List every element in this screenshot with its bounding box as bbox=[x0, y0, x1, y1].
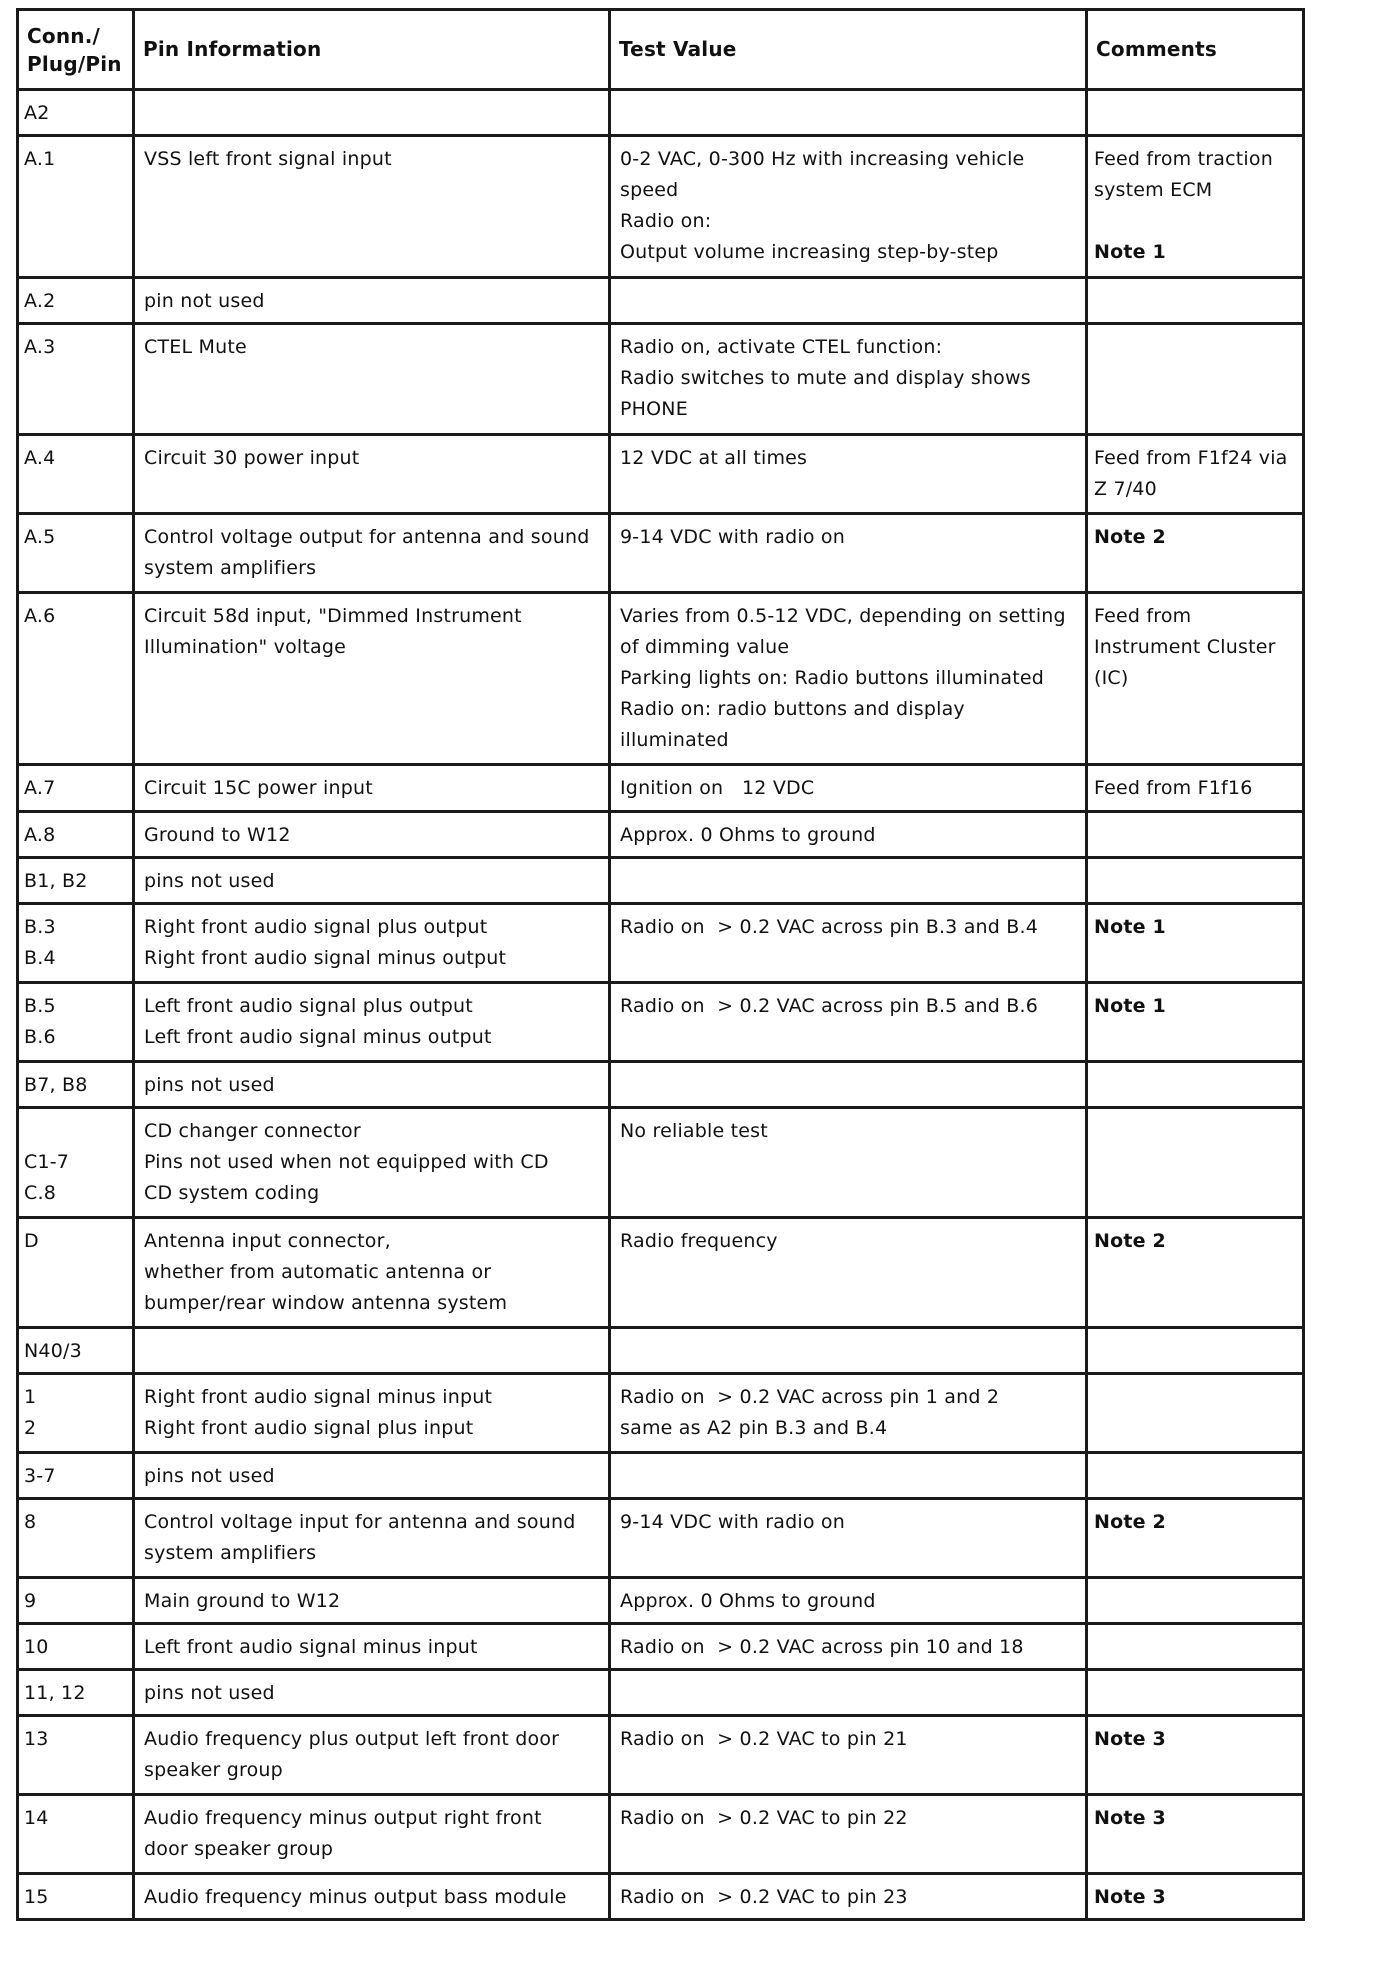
pin-cell-line: A.8 bbox=[24, 824, 56, 846]
test-value-cell-line: Parking lights on: Radio buttons illuminated bbox=[620, 667, 1045, 689]
pin-info-cell bbox=[134, 904, 610, 983]
pin-cell-line: 1 bbox=[24, 1386, 37, 1408]
pin-info-cell bbox=[134, 983, 610, 1062]
pin-cell bbox=[18, 858, 134, 904]
pin-info-cell-line: Left front audio signal minus input bbox=[144, 1636, 478, 1658]
pin-cell bbox=[18, 1716, 134, 1795]
table-row bbox=[18, 765, 1304, 812]
test-value-cell bbox=[610, 1499, 1087, 1578]
header-comments: Comments bbox=[1087, 10, 1304, 90]
table-row bbox=[18, 1624, 1304, 1670]
header-conn-line: Conn./ bbox=[27, 23, 100, 48]
table-row bbox=[18, 1108, 1304, 1218]
test-value-cell-line: 9-14 VDC with radio on bbox=[620, 1511, 845, 1533]
comment-cell-line: (IC) bbox=[1094, 667, 1129, 689]
test-value-cell bbox=[610, 1795, 1087, 1874]
pin-cell-line: A.5 bbox=[24, 526, 56, 548]
table-row bbox=[18, 1670, 1304, 1716]
comment-cell bbox=[1087, 1062, 1304, 1108]
pin-info-cell-line: CTEL Mute bbox=[144, 336, 247, 358]
comment-cell bbox=[1087, 1874, 1304, 1920]
table-row bbox=[18, 1218, 1304, 1328]
comment-cell-line: Note 3 bbox=[1094, 1728, 1166, 1750]
test-value-cell bbox=[610, 1218, 1087, 1328]
pin-info-cell-line: Right front audio signal plus output bbox=[144, 916, 488, 938]
pin-cell bbox=[18, 1578, 134, 1624]
pin-cell bbox=[18, 1453, 134, 1499]
pin-cell bbox=[18, 514, 134, 593]
pin-cell-line: A.1 bbox=[24, 148, 56, 170]
test-value-cell bbox=[610, 1624, 1087, 1670]
pin-info-cell bbox=[134, 812, 610, 858]
table-row bbox=[18, 812, 1304, 858]
header-test-value: Test Value bbox=[610, 10, 1087, 90]
pin-cell-line: 15 bbox=[24, 1886, 49, 1908]
comment-cell bbox=[1087, 136, 1304, 278]
test-value-cell bbox=[610, 1108, 1087, 1218]
table-row bbox=[18, 514, 1304, 593]
test-value-cell-line: Output volume increasing step-by-step bbox=[620, 241, 999, 263]
comment-cell-line: Instrument Cluster bbox=[1094, 636, 1276, 658]
pin-cell-line: A.6 bbox=[24, 605, 56, 627]
pin-cell bbox=[18, 1795, 134, 1874]
pin-info-cell-line: Control voltage input for antenna and sound bbox=[144, 1511, 576, 1533]
comment-cell-line: Note 2 bbox=[1094, 1230, 1166, 1252]
comment-cell bbox=[1087, 1795, 1304, 1874]
comment-cell-line: Note 1 bbox=[1094, 995, 1166, 1017]
comment-cell bbox=[1087, 1453, 1304, 1499]
comment-cell-line: system ECM bbox=[1094, 179, 1213, 201]
pin-cell-line: N40/3 bbox=[24, 1340, 82, 1362]
pin-cell bbox=[18, 324, 134, 435]
pin-info-cell bbox=[134, 1108, 610, 1218]
table-row bbox=[18, 278, 1304, 324]
pin-info-cell-line: Ground to W12 bbox=[144, 824, 291, 846]
test-value-cell bbox=[610, 1716, 1087, 1795]
pin-cell-line: A.3 bbox=[24, 336, 56, 358]
pin-cell bbox=[18, 278, 134, 324]
test-value-cell-line: Radio on > 0.2 VAC to pin 22 bbox=[620, 1807, 908, 1829]
header-conn-line: Plug/Pin bbox=[27, 51, 122, 76]
pin-cell-line: B.3 bbox=[24, 916, 56, 938]
table-row bbox=[18, 983, 1304, 1062]
pin-info-cell bbox=[134, 593, 610, 765]
table-row bbox=[18, 1499, 1304, 1578]
table-row bbox=[18, 858, 1304, 904]
test-value-cell bbox=[610, 514, 1087, 593]
pin-cell-line: B7, B8 bbox=[24, 1074, 88, 1096]
pin-cell-line: 14 bbox=[24, 1807, 49, 1829]
header-pin-information: Pin Information bbox=[134, 10, 610, 90]
pin-cell bbox=[18, 1328, 134, 1374]
pin-info-cell-line: speaker group bbox=[144, 1759, 283, 1781]
table-row bbox=[18, 1062, 1304, 1108]
pin-info-cell-line: pins not used bbox=[144, 1465, 275, 1487]
test-value-cell-line: Radio on > 0.2 VAC across pin 10 and 18 bbox=[620, 1636, 1024, 1658]
test-value-cell-line: No reliable test bbox=[620, 1120, 768, 1142]
table-row bbox=[18, 1453, 1304, 1499]
pin-test-table-page bbox=[16, 8, 1302, 1921]
test-value-cell bbox=[610, 1328, 1087, 1374]
test-value-cell bbox=[610, 1578, 1087, 1624]
test-value-cell-line: 9-14 VDC with radio on bbox=[620, 526, 845, 548]
comment-cell bbox=[1087, 1328, 1304, 1374]
test-value-cell-line: Radio switches to mute and display shows bbox=[620, 367, 1031, 389]
comment-cell bbox=[1087, 1716, 1304, 1795]
test-value-cell-line: Radio frequency bbox=[620, 1230, 778, 1252]
table-row bbox=[18, 1578, 1304, 1624]
pin-info-cell bbox=[134, 324, 610, 435]
pin-cell-line: 10 bbox=[24, 1636, 49, 1658]
pin-info-cell-line: bumper/rear window antenna system bbox=[144, 1292, 508, 1314]
test-value-cell-line: illuminated bbox=[620, 729, 729, 751]
pin-cell-line: A2 bbox=[24, 102, 50, 124]
pin-info-cell-line: Main ground to W12 bbox=[144, 1590, 341, 1612]
pin-info-cell bbox=[134, 278, 610, 324]
pin-info-cell bbox=[134, 1578, 610, 1624]
pin-cell-line: 9 bbox=[24, 1590, 37, 1612]
test-value-cell-line: Radio on: radio buttons and display bbox=[620, 698, 965, 720]
comment-cell bbox=[1087, 278, 1304, 324]
comment-cell bbox=[1087, 324, 1304, 435]
test-value-cell bbox=[610, 136, 1087, 278]
table-row bbox=[18, 1374, 1304, 1453]
pin-info-cell-line: Control voltage output for antenna and sound bbox=[144, 526, 590, 548]
comment-cell-line: Note 1 bbox=[1094, 916, 1166, 938]
test-value-cell bbox=[610, 278, 1087, 324]
header-conn-label bbox=[27, 22, 124, 78]
comment-cell-line: Feed from F1f16 bbox=[1094, 777, 1253, 799]
pin-cell bbox=[18, 136, 134, 278]
table-row bbox=[18, 1874, 1304, 1920]
pin-cell bbox=[18, 904, 134, 983]
comment-cell bbox=[1087, 904, 1304, 983]
test-value-cell-line: Radio on > 0.2 VAC to pin 23 bbox=[620, 1886, 908, 1908]
pin-cell-line: B.4 bbox=[24, 947, 56, 969]
pin-info-cell bbox=[134, 1716, 610, 1795]
pin-info-cell-line: Circuit 58d input, "Dimmed Instrument bbox=[144, 605, 522, 627]
pin-info-cell-line: Pins not used when not equipped with CD bbox=[144, 1151, 549, 1173]
comment-cell-line: Feed from bbox=[1094, 605, 1192, 627]
test-value-cell bbox=[610, 812, 1087, 858]
comment-cell-line bbox=[1094, 206, 1300, 237]
test-value-cell bbox=[610, 324, 1087, 435]
pin-info-cell bbox=[134, 435, 610, 514]
pin-cell bbox=[18, 1670, 134, 1716]
comment-cell bbox=[1087, 858, 1304, 904]
table-row bbox=[18, 324, 1304, 435]
pin-info-cell-line: Left front audio signal minus output bbox=[144, 1026, 492, 1048]
test-value-cell bbox=[610, 1374, 1087, 1453]
pin-info-cell bbox=[134, 858, 610, 904]
pin-info-cell-line: pins not used bbox=[144, 1682, 275, 1704]
pin-cell-line: A.4 bbox=[24, 447, 56, 469]
comment-cell bbox=[1087, 90, 1304, 136]
test-value-cell bbox=[610, 858, 1087, 904]
pin-info-cell-line: Illumination" voltage bbox=[144, 636, 347, 658]
comment-cell bbox=[1087, 1670, 1304, 1716]
comment-cell bbox=[1087, 765, 1304, 812]
test-value-cell-line: Radio on, activate CTEL function: bbox=[620, 336, 943, 358]
pin-info-cell bbox=[134, 1624, 610, 1670]
pin-info-cell-line: Circuit 30 power input bbox=[144, 447, 360, 469]
test-value-cell-line: Approx. 0 Ohms to ground bbox=[620, 1590, 876, 1612]
test-value-cell bbox=[610, 90, 1087, 136]
test-value-cell bbox=[610, 1062, 1087, 1108]
pin-info-cell-line: system amplifiers bbox=[144, 557, 317, 579]
test-value-cell-line: speed bbox=[620, 179, 679, 201]
pin-cell-line: B.5 bbox=[24, 995, 56, 1017]
test-value-cell bbox=[610, 593, 1087, 765]
header-row bbox=[18, 10, 1304, 90]
pin-cell bbox=[18, 1108, 134, 1218]
comment-cell bbox=[1087, 1578, 1304, 1624]
table-row bbox=[18, 1795, 1304, 1874]
pin-cell-line: 8 bbox=[24, 1511, 37, 1533]
comment-cell-line: Z 7/40 bbox=[1094, 478, 1157, 500]
pin-info-cell-line: VSS left front signal input bbox=[144, 148, 392, 170]
pin-info-cell bbox=[134, 1062, 610, 1108]
pin-info-cell-line: Audio frequency minus output bass module bbox=[144, 1886, 567, 1908]
pin-cell-line: 2 bbox=[24, 1417, 37, 1439]
test-value-cell-line: same as A2 pin B.3 and B.4 bbox=[620, 1417, 888, 1439]
pin-info-cell bbox=[134, 1874, 610, 1920]
test-value-cell-line: PHONE bbox=[620, 398, 688, 420]
pin-info-cell-line: CD system coding bbox=[144, 1182, 320, 1204]
test-value-cell-line: Radio on: bbox=[620, 210, 712, 232]
test-value-cell bbox=[610, 1453, 1087, 1499]
pin-cell bbox=[18, 765, 134, 812]
pin-cell bbox=[18, 90, 134, 136]
comment-cell bbox=[1087, 1624, 1304, 1670]
table-row bbox=[18, 435, 1304, 514]
test-value-cell bbox=[610, 983, 1087, 1062]
comment-cell bbox=[1087, 435, 1304, 514]
test-value-cell-line: Ignition on 12 VDC bbox=[620, 777, 815, 799]
pin-cell-line: C.8 bbox=[24, 1182, 56, 1204]
comment-cell-line: Note 1 bbox=[1094, 241, 1166, 263]
pin-cell bbox=[18, 1499, 134, 1578]
pin-cell-line: 13 bbox=[24, 1728, 49, 1750]
pin-info-cell bbox=[134, 136, 610, 278]
comment-cell bbox=[1087, 1499, 1304, 1578]
pin-test-table bbox=[16, 8, 1305, 1921]
test-value-cell-line: of dimming value bbox=[620, 636, 790, 658]
pin-info-cell-line: Circuit 15C power input bbox=[144, 777, 373, 799]
comment-cell-line: Note 3 bbox=[1094, 1807, 1166, 1829]
pin-cell-line: D bbox=[24, 1230, 39, 1252]
test-value-cell-line: 12 VDC at all times bbox=[620, 447, 808, 469]
comment-cell-line: Feed from traction bbox=[1094, 148, 1273, 170]
pin-info-cell-line: Right front audio signal plus input bbox=[144, 1417, 474, 1439]
pin-cell-line: 11, 12 bbox=[24, 1682, 86, 1704]
pin-cell-line: A.7 bbox=[24, 777, 56, 799]
pin-cell bbox=[18, 593, 134, 765]
pin-cell bbox=[18, 435, 134, 514]
table-body bbox=[18, 90, 1304, 1920]
pin-info-cell bbox=[134, 765, 610, 812]
test-value-cell-line: Radio on > 0.2 VAC across pin B.3 and B.4 bbox=[620, 916, 1039, 938]
pin-info-cell-line: Right front audio signal minus input bbox=[144, 1386, 493, 1408]
pin-cell-line: A.2 bbox=[24, 290, 56, 312]
comment-cell bbox=[1087, 593, 1304, 765]
pin-info-cell bbox=[134, 1374, 610, 1453]
table-row bbox=[18, 1716, 1304, 1795]
pin-cell bbox=[18, 1062, 134, 1108]
test-value-cell bbox=[610, 904, 1087, 983]
comment-cell bbox=[1087, 983, 1304, 1062]
pin-cell-line: C1-7 bbox=[24, 1151, 70, 1173]
pin-cell-line: B.6 bbox=[24, 1026, 56, 1048]
header-conn-plug-pin bbox=[18, 10, 134, 90]
pin-info-cell-line: pins not used bbox=[144, 870, 275, 892]
comment-cell bbox=[1087, 1374, 1304, 1453]
table-row bbox=[18, 904, 1304, 983]
table-row bbox=[18, 136, 1304, 278]
pin-info-cell bbox=[134, 1670, 610, 1716]
pin-info-cell bbox=[134, 1795, 610, 1874]
pin-info-cell bbox=[134, 90, 610, 136]
comment-cell bbox=[1087, 1108, 1304, 1218]
pin-info-cell-line: Audio frequency plus output left front door bbox=[144, 1728, 560, 1750]
pin-info-cell-line: system amplifiers bbox=[144, 1542, 317, 1564]
pin-cell bbox=[18, 983, 134, 1062]
comment-cell-line: Note 2 bbox=[1094, 1511, 1166, 1533]
pin-info-cell-line: Left front audio signal plus output bbox=[144, 995, 473, 1017]
pin-info-cell-line: Right front audio signal minus output bbox=[144, 947, 507, 969]
pin-cell-line: 3-7 bbox=[24, 1465, 56, 1487]
pin-info-cell bbox=[134, 1499, 610, 1578]
pin-info-cell bbox=[134, 1218, 610, 1328]
pin-info-cell-line: CD changer connector bbox=[144, 1120, 361, 1142]
pin-info-cell-line: Antenna input connector, bbox=[144, 1230, 391, 1252]
test-value-cell-line: 0-2 VAC, 0-300 Hz with increasing vehicle bbox=[620, 148, 1025, 170]
pin-info-cell bbox=[134, 514, 610, 593]
test-value-cell-line: Approx. 0 Ohms to ground bbox=[620, 824, 876, 846]
pin-info-cell bbox=[134, 1328, 610, 1374]
pin-cell bbox=[18, 1374, 134, 1453]
test-value-cell bbox=[610, 435, 1087, 514]
pin-info-cell-line: whether from automatic antenna or bbox=[144, 1261, 492, 1283]
pin-info-cell-line: door speaker group bbox=[144, 1838, 334, 1860]
pin-cell bbox=[18, 1624, 134, 1670]
test-value-cell-line: Varies from 0.5-12 VDC, depending on setting bbox=[620, 605, 1066, 627]
table-row bbox=[18, 1328, 1304, 1374]
test-value-cell bbox=[610, 1670, 1087, 1716]
pin-info-cell bbox=[134, 1453, 610, 1499]
comment-cell bbox=[1087, 1218, 1304, 1328]
comment-cell-line: Note 2 bbox=[1094, 526, 1166, 548]
pin-cell bbox=[18, 1874, 134, 1920]
pin-cell-line: B1, B2 bbox=[24, 870, 88, 892]
test-value-cell-line: Radio on > 0.2 VAC across pin B.5 and B.6 bbox=[620, 995, 1039, 1017]
test-value-cell bbox=[610, 765, 1087, 812]
comment-cell bbox=[1087, 514, 1304, 593]
comment-cell-line: Feed from F1f24 via bbox=[1094, 447, 1288, 469]
pin-cell bbox=[18, 1218, 134, 1328]
pin-cell-line bbox=[24, 1116, 128, 1147]
pin-info-cell-line: pin not used bbox=[144, 290, 265, 312]
test-value-cell bbox=[610, 1874, 1087, 1920]
test-value-cell-line: Radio on > 0.2 VAC to pin 21 bbox=[620, 1728, 908, 1750]
comment-cell bbox=[1087, 812, 1304, 858]
pin-info-cell-line: pins not used bbox=[144, 1074, 275, 1096]
table-row bbox=[18, 593, 1304, 765]
test-value-cell-line: Radio on > 0.2 VAC across pin 1 and 2 bbox=[620, 1386, 1000, 1408]
comment-cell-line: Note 3 bbox=[1094, 1886, 1166, 1908]
table-row bbox=[18, 90, 1304, 136]
pin-info-cell-line: Audio frequency minus output right front bbox=[144, 1807, 542, 1829]
pin-cell bbox=[18, 812, 134, 858]
